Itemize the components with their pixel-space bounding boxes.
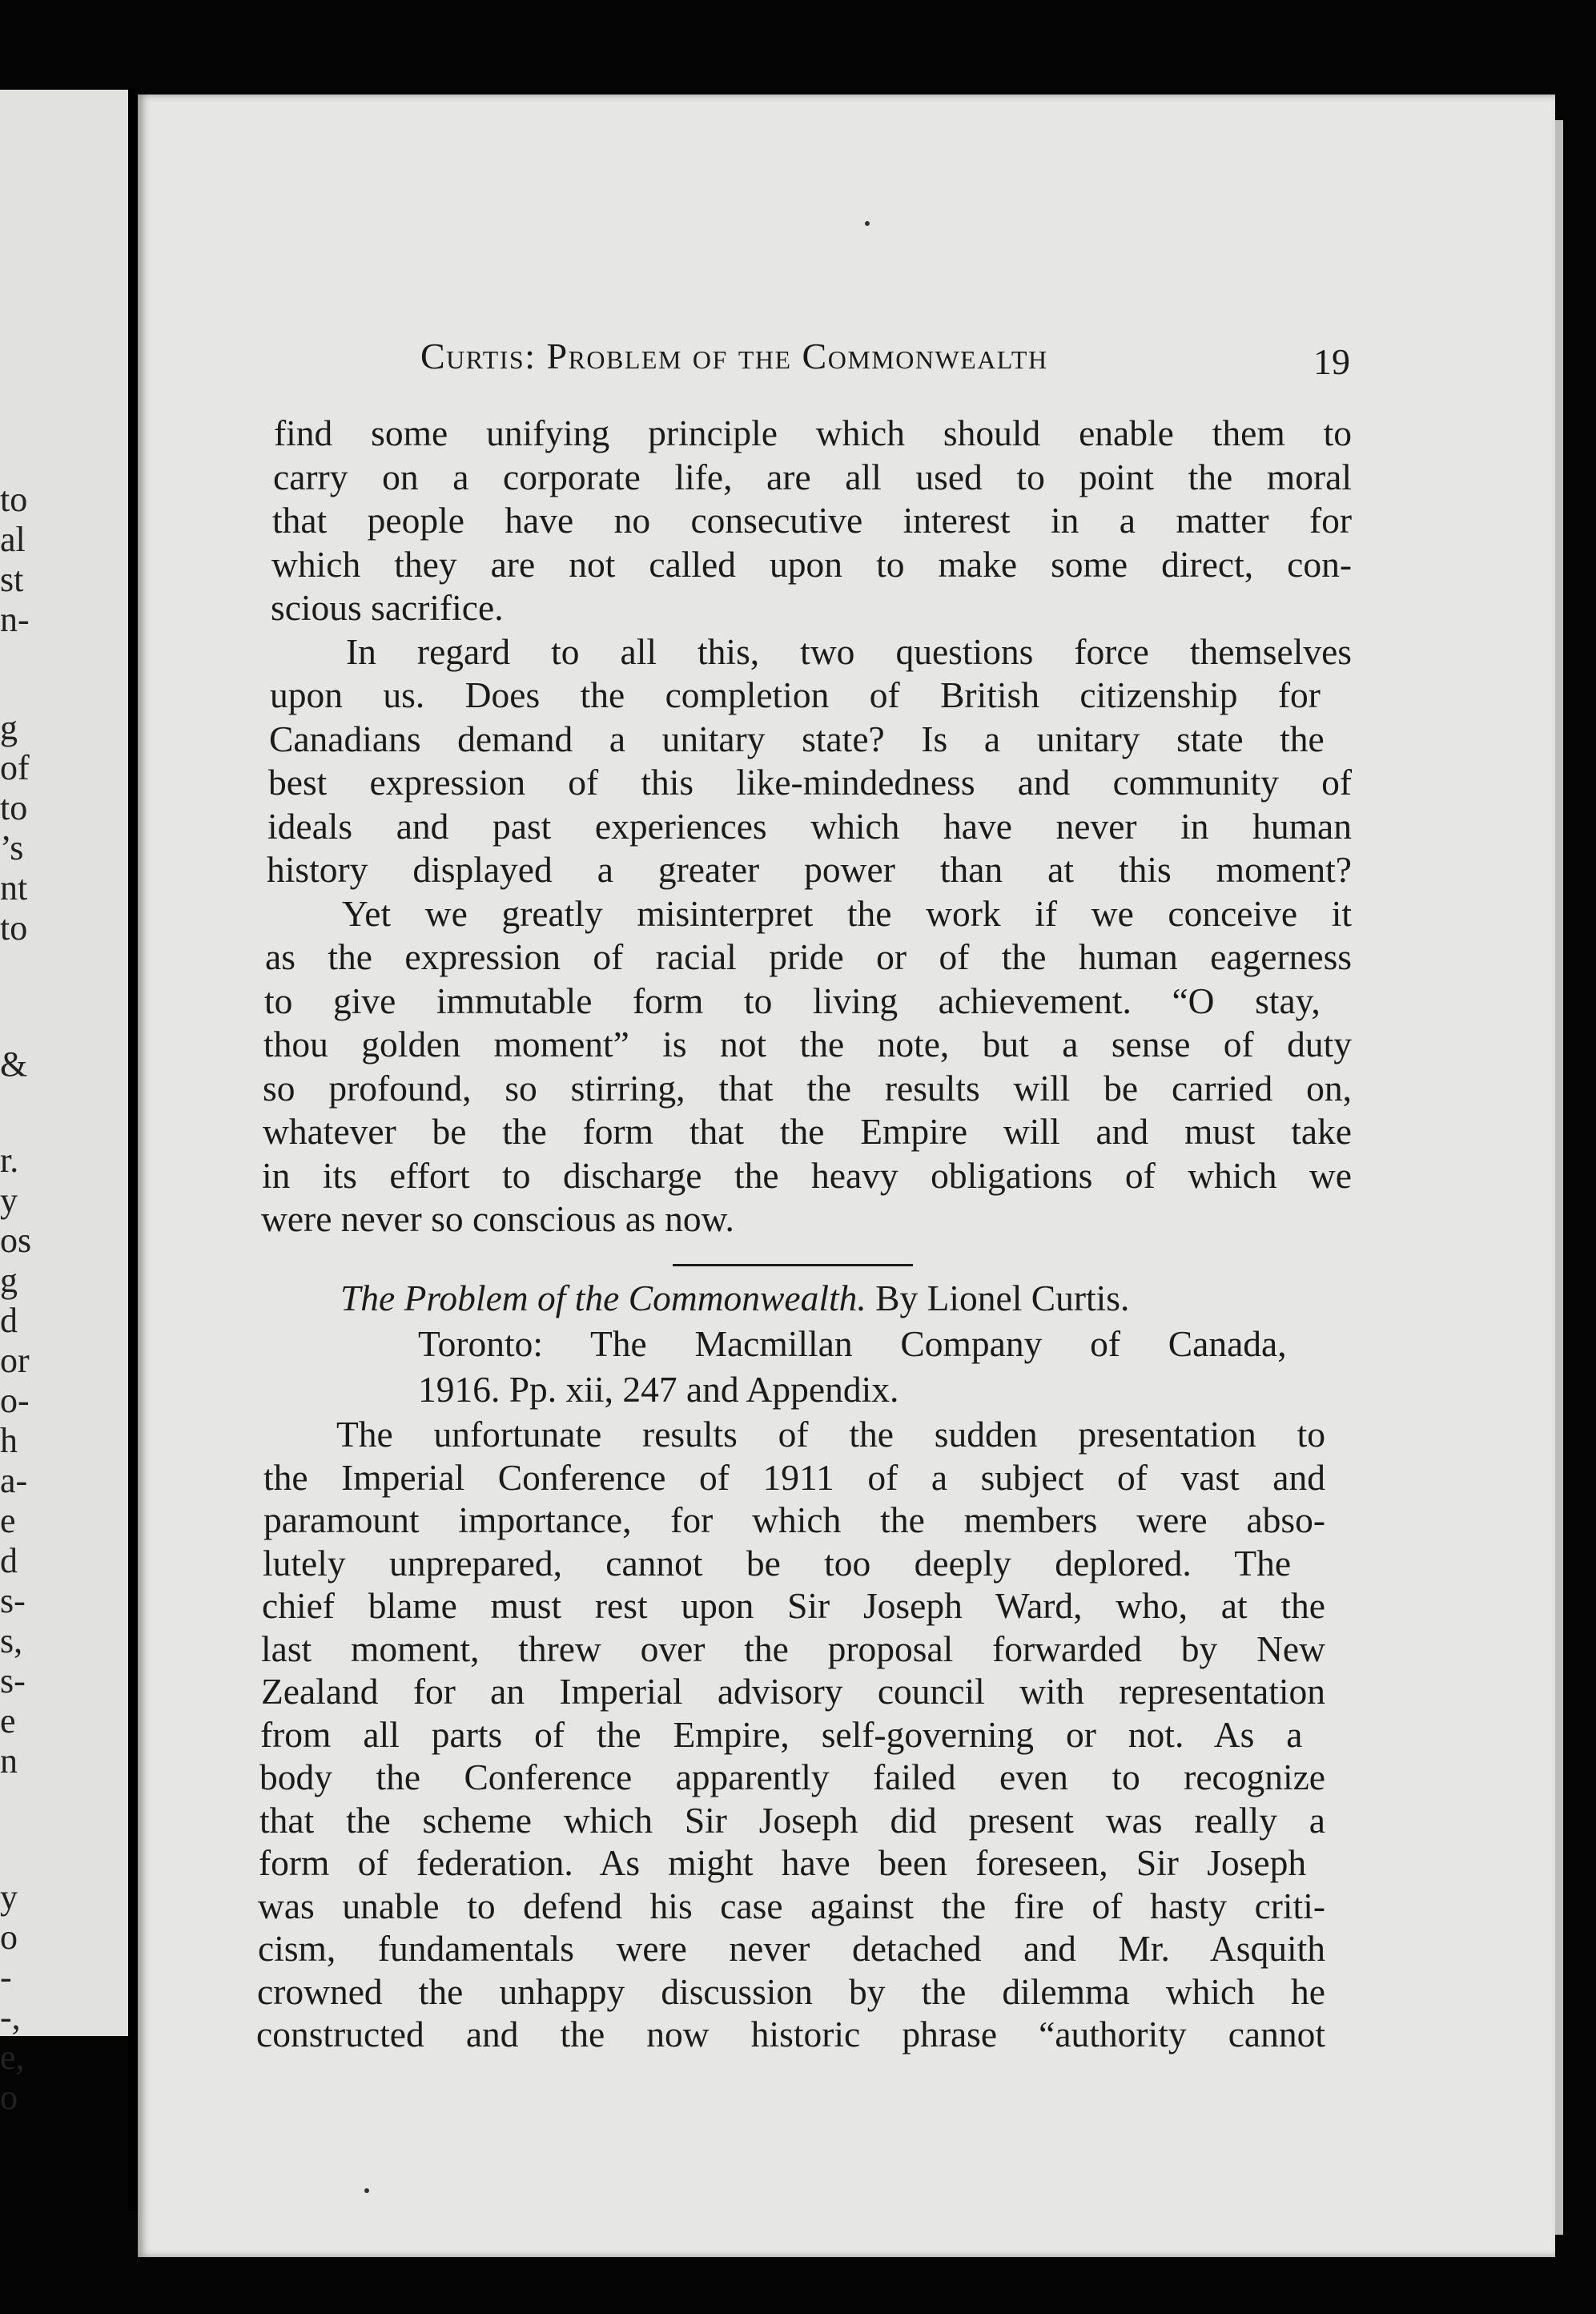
review-line: paramount importance, for which the members were abso- [263, 1499, 1325, 1540]
body-line: to give immutable form to living achievement. “O stay, [264, 980, 1321, 1021]
body-line: ideals and past experiences which have never in human [267, 805, 1352, 847]
citation-line [340, 1280, 1129, 1317]
facing-page-fragment: h [0, 1421, 18, 1460]
review-line: constructed and the now historic phrase “authority cannot [256, 2014, 1325, 2054]
review-line: last moment, threw over the proposal forwarded by New [261, 1628, 1325, 1669]
review-line: that the scheme which Sir Joseph did present was really a [259, 1799, 1325, 1841]
body-line: that people have no consecutive interest in a matter for [272, 500, 1352, 541]
facing-page-fragment: - [0, 1958, 12, 1997]
facing-page-fragment: e [0, 1501, 16, 1540]
facing-page-fragment: o [0, 2078, 18, 2117]
running-head: Curtis: Problem of the Commonwealth [420, 336, 1048, 376]
body-line: as the expression of racial pride or of the human eagerness [265, 936, 1352, 977]
body-line: in its effort to discharge the heavy obligations of which we [262, 1154, 1352, 1196]
facing-page-fragment: of [0, 748, 30, 787]
review-line: chief blame must rest upon Sir Joseph Ward, who, at the [262, 1585, 1325, 1626]
facing-page-fragment: d [0, 1541, 18, 1580]
page-edge [1555, 120, 1563, 2235]
page-number: 19 [1313, 341, 1350, 382]
facing-page-fragment: nt [0, 868, 28, 907]
body-line: scious sacrifice. [271, 587, 504, 628]
facing-page-fragment: y [0, 1877, 18, 1917]
body-line: which they are not called upon to make some direct, con- [271, 543, 1352, 585]
body-line: upon us. Does the completion of British citizenship for [270, 674, 1321, 715]
body-line: thou golden moment” is not the note, but a sense of duty [263, 1024, 1352, 1064]
review-line: body the Conference apparently failed even to recognize [259, 1757, 1325, 1797]
body-line: In regard to all this, two questions force themselves [346, 630, 1352, 672]
review-line: crowned the unhappy discussion by the dilemma which he [257, 1970, 1325, 2012]
facing-page-fragment: to [0, 908, 28, 948]
facing-page-fragment: -, [0, 1998, 21, 2037]
facing-page-fragment: al [0, 520, 26, 559]
body-line: find some unifying principle which should enable them to [274, 412, 1352, 453]
facing-page-fragment: ’s [0, 828, 24, 867]
body-line: whatever be the form that the Empire will and must take [263, 1111, 1352, 1152]
speck-mark [364, 2188, 369, 2193]
facing-page-fragment: y [0, 1181, 18, 1220]
body-line: so profound, so stirring, that the results will be carried on, [263, 1067, 1352, 1109]
facing-page-fragment: st [0, 560, 24, 599]
speck-mark [865, 221, 870, 226]
section-divider [673, 1264, 913, 1266]
review-line: cism, fundamentals were never detached and Mr. Asquith [258, 1928, 1325, 1969]
facing-page-fragment: d [0, 1301, 18, 1340]
facing-page-fragment: & [0, 1044, 28, 1084]
citation-author: By Lionel Curtis. [875, 1278, 1130, 1318]
facing-page-fragment: e, [0, 2038, 25, 2077]
citation-details: 1916. Pp. xii, 247 and Appendix. [418, 1369, 899, 1410]
citation-publisher: Toronto: The Macmillan Company of Canada, [418, 1323, 1287, 1364]
facing-page-fragment: n [0, 1741, 18, 1781]
review-line: from all parts of the Empire, self-governing or not. As a [260, 1713, 1303, 1755]
facing-page-fragment: or [0, 1341, 30, 1380]
facing-page-fragment: n- [0, 600, 30, 639]
review-line: Zealand for an Imperial advisory council with representation [261, 1671, 1325, 1712]
facing-page-fragment: s- [0, 1581, 26, 1620]
facing-page-fragment: g [0, 708, 18, 747]
facing-page-fragment: os [0, 1221, 32, 1260]
review-line: form of federation. As might have been foreseen, Sir Joseph [259, 1842, 1307, 1883]
review-line: the Imperial Conference of 1911 of a subject of vast and [263, 1456, 1325, 1498]
body-line: best expression of this like-mindedness and community of [268, 762, 1352, 803]
facing-page-fragment: to [0, 788, 28, 827]
facing-page-fragment: r. [0, 1141, 19, 1180]
facing-page-fragment: o [0, 1918, 18, 1957]
facing-page-fragment: a- [0, 1461, 28, 1500]
facing-page-fragment: to [0, 480, 28, 519]
facing-page-fragment: e [0, 1701, 16, 1741]
body-line: carry on a corporate life, are all used to point the moral [273, 456, 1352, 497]
facing-page-fragment: g [0, 1261, 18, 1300]
facing-page-fragment: s- [0, 1661, 26, 1700]
review-line: The unfortunate results of the sudden presentation to [336, 1414, 1325, 1455]
body-line: Canadians demand a unitary state? Is a unitary state the [269, 718, 1325, 759]
review-line: was unable to defend his case against the fire of hasty criti- [258, 1885, 1325, 1926]
body-line: history displayed a greater power than at this moment? [267, 849, 1352, 890]
facing-page-fragment: s, [0, 1621, 23, 1660]
facing-page-edge [0, 90, 128, 2117]
body-line: Yet we greatly misinterpret the work if we conceive it [342, 892, 1352, 934]
citation-title: The Problem of the Commonwealth. [340, 1278, 866, 1318]
review-line: lutely unprepared, cannot be too deeply deplored. The [263, 1542, 1292, 1584]
facing-page-fragment: o- [0, 1381, 30, 1420]
body-line: were never so conscious as now. [261, 1198, 734, 1239]
